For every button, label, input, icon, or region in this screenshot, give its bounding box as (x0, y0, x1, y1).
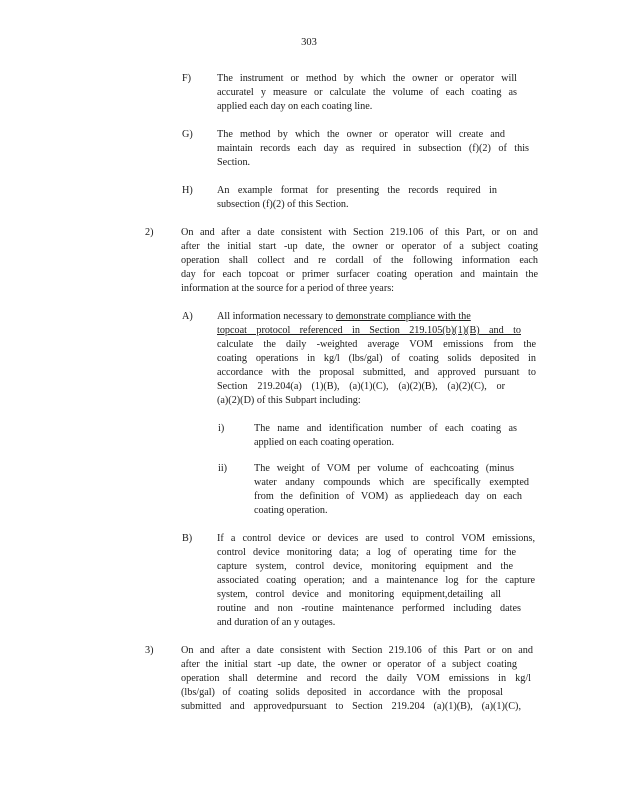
text-line: accordance with the proposal submitted, and approved pursuant to (217, 367, 536, 378)
text-line: capture system, control device, monitoring equipment and the (217, 561, 513, 572)
text-line: associated coating operation; and a maintenance log for the capture (217, 575, 535, 586)
paragraph-text (181, 644, 533, 714)
text-line: calculate the daily -weighted average VOM emissions from the (217, 339, 536, 350)
item-label: G) (182, 129, 193, 140)
item-text (217, 72, 517, 114)
item-text (217, 184, 497, 212)
text-line: accuratel y measure or calculate the volume of each coating as (217, 87, 517, 98)
text-line: If a control device or devices are used to control VOM emissions, (217, 533, 535, 544)
underlined-text: demonstrate compliance with the (335, 311, 471, 322)
text-line: and duration of an y outages. (217, 617, 336, 628)
item-label: H) (182, 185, 193, 196)
paragraph-text (181, 226, 538, 296)
text-line: Section 219.204(a) (1)(B), (a)(1)(C), (a)(2)(B), (a)(2)(C), or (217, 381, 505, 392)
paragraph-label: 2) (145, 227, 154, 238)
text-line (217, 310, 517, 324)
item-label: F) (182, 73, 192, 84)
item-label: ii) (218, 463, 228, 474)
text-line: operation shall determine and record the daily VOM emissions in kg/l (181, 673, 531, 684)
text-line: applied each day on each coating line. (217, 101, 373, 112)
text-line: The instrument or method by which the owner or operator will (217, 73, 517, 84)
text-line: The method by which the owner or operator will create and (217, 129, 505, 140)
text-line: operation shall collect and re cordall of the following information each (181, 255, 538, 266)
item-text (254, 462, 529, 518)
text-line: subsection (f)(2) of this Section. (217, 199, 349, 210)
item-text (217, 532, 535, 630)
text-line: The weight of VOM per volume of eachcoating (minus (254, 463, 514, 474)
text-line: An example format for presenting the records required in (217, 185, 497, 196)
page-number: 303 (301, 37, 317, 48)
text-line: coating operations in kg/l (lbs/gal) of coating solids deposited in (217, 353, 536, 364)
item-text (217, 128, 529, 170)
text-line: (a)(2)(D) of this Subpart including: (217, 395, 361, 406)
text-line: applied on each coating operation. (254, 437, 395, 448)
paragraph-label: 3) (145, 645, 154, 656)
text-line: after the initial start -up date, the owner or operator of a subject coating (181, 659, 517, 670)
item-label: B) (182, 533, 193, 544)
text-line: Section. (217, 157, 251, 168)
text-line: submitted and approvedpursuant to Section 219.204 (a)(1)(B), (a)(1)(C), (181, 701, 521, 712)
text-line: day for each topcoat or primer surfacer coating operation and maintain the (181, 269, 538, 280)
text-fragment: All information necessary to (217, 311, 336, 322)
text-line: maintain records each day as required in subsection (f)(2) of this (217, 143, 529, 154)
text-line: system, control device and monitoring equipment,detailing all (217, 589, 501, 600)
text-line: coating operation. (254, 505, 328, 516)
item-text (217, 310, 536, 408)
text-line: water andany compounds which are specifically exempted (254, 477, 529, 488)
text-line: The name and identification number of each coating as (254, 423, 517, 434)
text-line: after the initial start -up date, the owner or operator of a subject coating (181, 241, 538, 252)
item-label: i) (218, 423, 225, 434)
underlined-text: topcoat protocol referenced in Section 219.105(b)(1)(B) and to (217, 325, 521, 336)
text-line: On and after a date consistent with Section 219.106 of this Part or on and (181, 645, 533, 656)
item-label: A) (182, 311, 193, 322)
text-line: information at the source for a period of three years: (181, 283, 395, 294)
text-line: On and after a date consistent with Section 219.106 of this Part, or on and (181, 227, 538, 238)
text-line: routine and non -routine maintenance performed including dates (217, 603, 521, 614)
item-text (254, 422, 517, 450)
text-line: (lbs/gal) of coating solids deposited in accordance with the proposal (181, 687, 503, 698)
text-line: control device monitoring data; a log of operating time for the (217, 547, 516, 558)
text-line: from the definition of VOM) as appliedeach day on each (254, 491, 522, 502)
